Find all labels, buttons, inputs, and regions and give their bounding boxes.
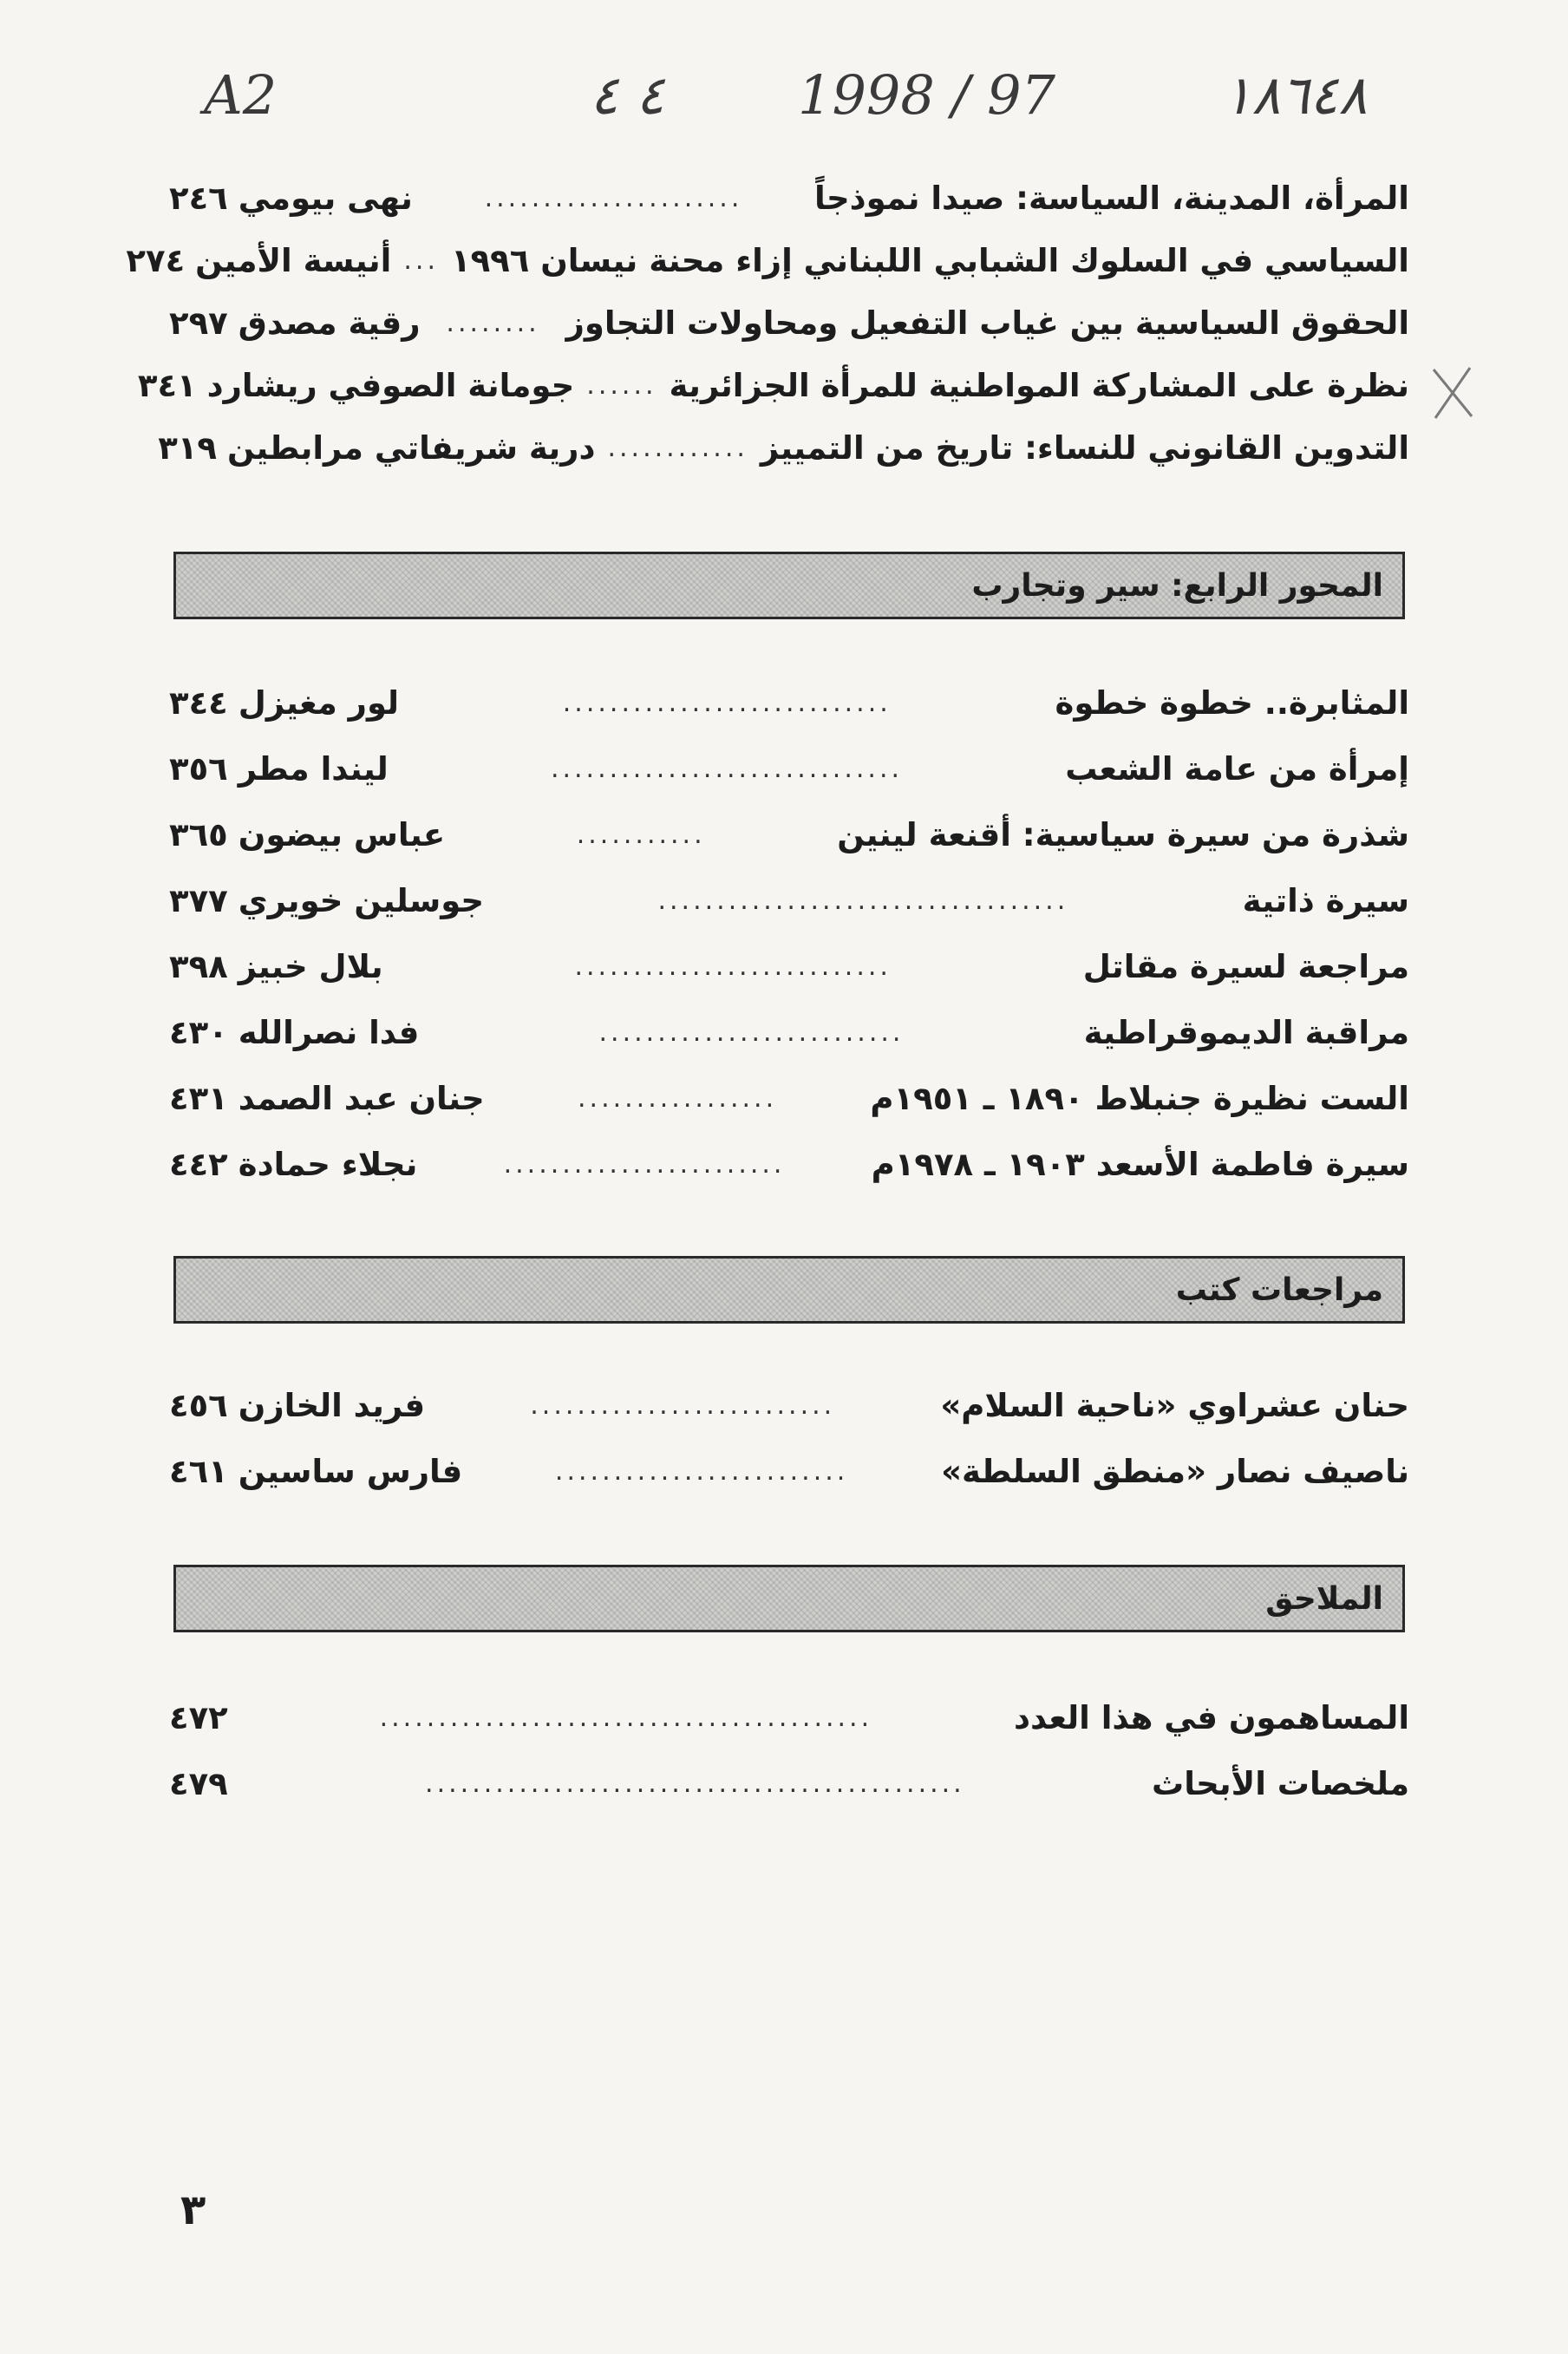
entry-title: السياسي في السلوك الشبابي اللبناني إزاء محنة نيسان ١٩٩٦ xyxy=(450,241,1409,279)
entry-title: إمرأة من عامة الشعب xyxy=(1065,749,1409,788)
entry-title: سيرة فاطمة الأسعد ١٩٠٣ ـ ١٩٧٨م xyxy=(871,1145,1409,1183)
leader-dots: ...... xyxy=(586,369,657,401)
toc-entry xyxy=(169,291,1409,354)
entry-page: ٣١٩ xyxy=(158,428,217,467)
section-title: الملاحق xyxy=(1265,1580,1383,1617)
toc-entry xyxy=(169,1440,1409,1502)
entry-page: ٢٩٧ xyxy=(169,304,228,342)
toc-entry xyxy=(158,416,1409,479)
leader-dots: .......................................... xyxy=(379,1702,873,1733)
entry-author: نجلاء حمادة xyxy=(238,1145,418,1183)
entry-author: لور مغيزل xyxy=(238,683,400,722)
leader-dots: ............................ xyxy=(562,687,892,718)
entry-author: درية شريفاتي مرابطين xyxy=(227,428,596,467)
toc-entry xyxy=(137,354,1409,416)
leader-dots: ................. xyxy=(578,1082,778,1114)
toc-entry xyxy=(169,1001,1409,1063)
entry-author: عباس بيضون xyxy=(238,815,446,853)
handwritten-mark: ٤ ٤ xyxy=(590,63,665,127)
entry-author: بلال خبيز xyxy=(238,947,383,985)
entry-author: جومانة الصوفي ريشارد xyxy=(206,366,575,404)
handwritten-date: 1998 / 97 xyxy=(798,63,1055,127)
entry-page: ٣٤١ xyxy=(137,366,197,404)
entry-title: حنان عشراوي «ناحية السلام» xyxy=(940,1386,1409,1424)
handwritten-initials: A2 xyxy=(204,63,278,127)
section-header-book-reviews xyxy=(173,1256,1405,1324)
entry-page: ٣٤٤ xyxy=(169,683,228,722)
entry-title: ملخصات الأبحاث xyxy=(1152,1764,1409,1802)
entry-title: سيرة ذاتية xyxy=(1242,881,1409,919)
entry-page: ٤٧٩ xyxy=(169,1764,228,1802)
leader-dots: .......................... xyxy=(598,1017,905,1048)
leader-dots: ........................... xyxy=(574,951,892,982)
entry-page: ٢٧٤ xyxy=(126,241,186,279)
entry-title: مراقبة الديموقراطية xyxy=(1083,1013,1409,1051)
handwritten-number: ١٨٦٤٨ xyxy=(1223,63,1368,127)
leader-dots: ........... xyxy=(576,819,706,850)
section-header-fourth-axis xyxy=(173,552,1405,619)
entry-title: الست نظيرة جنبلاط ١٨٩٠ ـ ١٩٥١م xyxy=(870,1079,1409,1117)
entry-page: ٣٧٧ xyxy=(169,881,228,919)
leader-dots: .......................... xyxy=(530,1390,836,1421)
toc-entry xyxy=(169,1752,1409,1815)
toc-entry xyxy=(169,803,1409,866)
entry-author: فدا نصرالله xyxy=(238,1013,420,1051)
entry-title: نظرة على المشاركة المواطنية للمرأة الجزائرية xyxy=(669,366,1409,404)
toc-entry xyxy=(169,737,1409,800)
entry-title: المثابرة.. خطوة خطوة xyxy=(1055,683,1409,722)
toc-entry xyxy=(169,167,1409,229)
leader-dots: ...................... xyxy=(484,182,743,213)
leader-dots: ........................ xyxy=(503,1148,786,1180)
entry-author: ليندا مطر xyxy=(238,749,389,788)
leader-dots: .............................................. xyxy=(425,1768,965,1799)
leader-dots: ................................... xyxy=(657,885,1069,916)
entry-author: جنان عبد الصمد xyxy=(238,1079,485,1117)
pencil-cross-mark xyxy=(1427,363,1479,423)
section-title: المحور الرابع: سير وتجارب xyxy=(971,567,1383,604)
entry-page: ٤٣٠ xyxy=(169,1013,228,1051)
entry-page: ٣٦٥ xyxy=(169,815,228,853)
entry-page: ٣٥٦ xyxy=(169,749,228,788)
entry-author: نهى بيومي xyxy=(238,179,413,217)
section-header-appendices xyxy=(173,1565,1405,1632)
entry-author: فريد الخازن xyxy=(238,1386,426,1424)
leader-dots: ............ xyxy=(607,432,748,463)
entry-page: ٢٤٦ xyxy=(169,179,228,217)
entry-title: التدوين القانوني للنساء: تاريخ من التمييز xyxy=(760,428,1409,467)
leader-dots: ........ xyxy=(446,307,540,338)
entry-title: مراجعة لسيرة مقاتل xyxy=(1082,947,1409,985)
entry-title: الحقوق السياسية بين غياب التفعيل ومحاولات التجاوز xyxy=(565,304,1409,342)
toc-entry xyxy=(169,935,1409,997)
leader-dots: ......................... xyxy=(554,1455,849,1487)
toc-entry xyxy=(126,229,1409,291)
toc-entry xyxy=(169,1374,1409,1436)
entry-page: ٤٧٢ xyxy=(169,1698,228,1736)
section-title: مراجعات كتب xyxy=(1175,1272,1383,1308)
toc-entry xyxy=(169,869,1409,932)
toc-entry xyxy=(169,1067,1409,1129)
entry-title: المرأة، المدينة، السياسة: صيدا نموذجاً xyxy=(814,179,1409,217)
toc-entry xyxy=(169,1133,1409,1195)
entry-title: المساهمون في هذا العدد xyxy=(1014,1698,1409,1736)
entry-title: شذرة من سيرة سياسية: أقنعة لينين xyxy=(837,815,1409,853)
entry-page: ٤٥٦ xyxy=(169,1386,228,1424)
entry-author: جوسلين خويري xyxy=(238,881,485,919)
leader-dots: ... xyxy=(403,245,439,276)
toc-entry xyxy=(169,671,1409,734)
entry-author: أنيسة الأمين xyxy=(195,241,392,279)
page-number: ٣ xyxy=(180,2186,206,2234)
entry-author: فارس ساسين xyxy=(238,1452,463,1490)
leader-dots: .............................. xyxy=(550,753,904,784)
entry-page: ٤٣١ xyxy=(169,1079,228,1117)
entry-page: ٤٤٢ xyxy=(169,1145,228,1183)
entry-page: ٣٩٨ xyxy=(169,947,228,985)
entry-author: رقية مصدق xyxy=(238,304,421,342)
entry-title: ناصيف نصار «منطق السلطة» xyxy=(941,1452,1409,1490)
entry-page: ٤٦١ xyxy=(169,1452,228,1490)
toc-entry xyxy=(169,1686,1409,1749)
